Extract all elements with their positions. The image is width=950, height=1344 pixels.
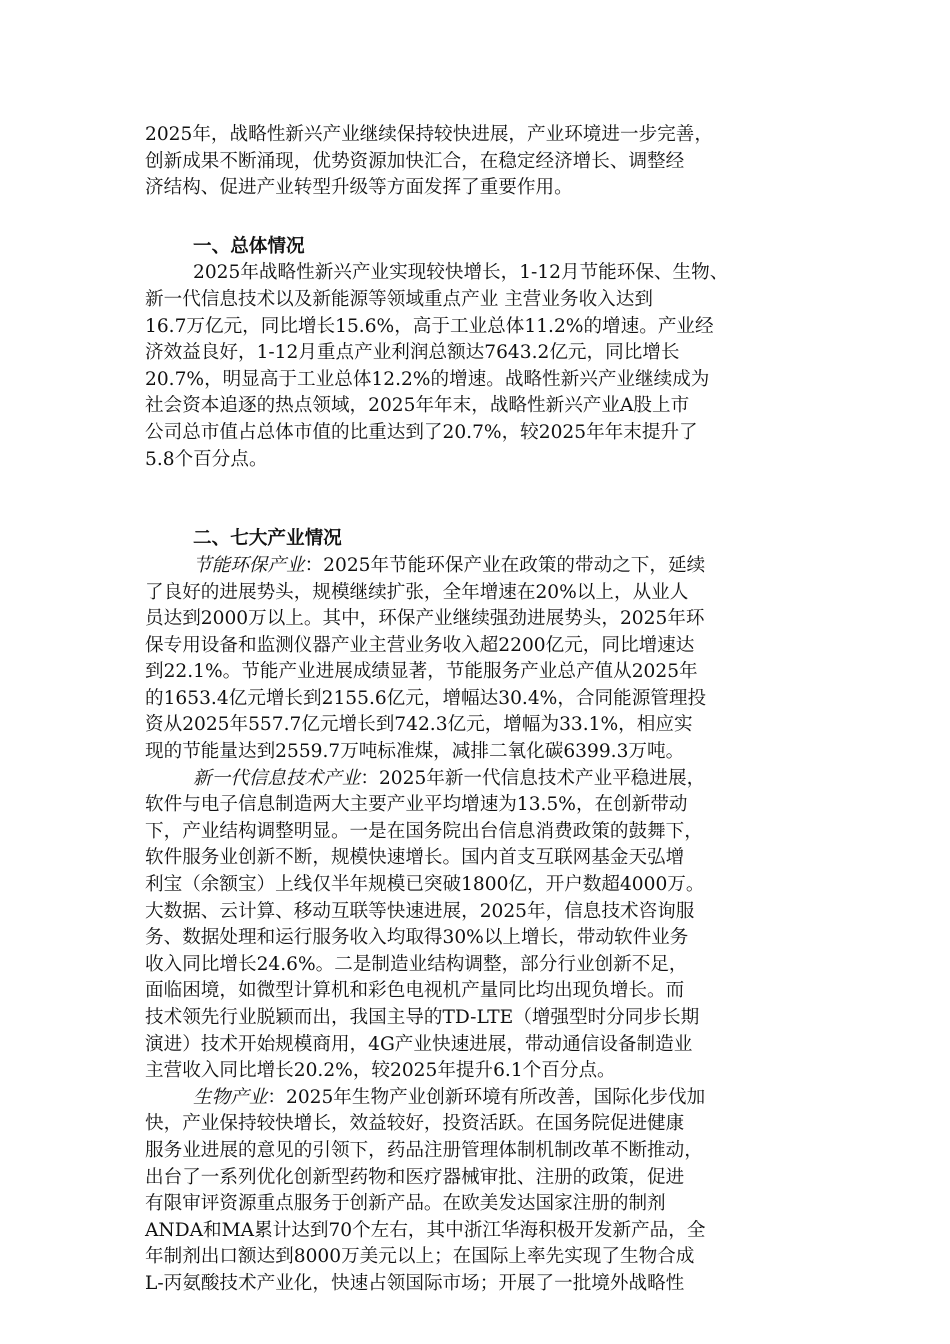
text-line: 16.7万亿元，同比增长15.6%，高于工业总体11.2%的增速。产业经: [145, 315, 714, 337]
bio-industry-paragraph: [145, 1085, 810, 1298]
text-line: 技术领先行业脱颖而出，我国主导的TD-LTE（增强型时分同步长期: [145, 1007, 700, 1028]
text-line: 员达到2000万以上。其中，环保产业继续强劲进展势头，2025年环: [145, 608, 705, 630]
text-line: 收入同比增长24.6%。二是制造业结构调整，部分行业创新不足，: [145, 953, 688, 975]
text-line: ANDA和MA累计达到70个左右，其中浙江华海积极开发新产品，全: [145, 1219, 706, 1241]
text-line: [145, 766, 810, 793]
industry-term: 新一代信息技术产业: [193, 767, 361, 789]
text-line: 创新成果不断涌现，优势资源加快汇合，在稳定经济增长、调整经: [145, 150, 685, 172]
text-line: 社会资本追逐的热点领域，2025年年末，战略性新兴产业A股上市: [145, 395, 690, 417]
energy-saving-paragraph: [145, 553, 810, 766]
text-line: 新一代信息技术以及新能源等领域重点产业 主营业务收入达到: [145, 288, 653, 310]
text-line: 演进）技术开始规模商用，4G产业快速进展，带动通信设备制造业: [145, 1033, 693, 1055]
document-page: [145, 122, 810, 1298]
text-line: 2025年战略性新兴产业实现较快增长，1-12月节能环保、生物、: [193, 262, 729, 284]
text-line: 下，产业结构调整明显。一是在国务院出台信息消费政策的鼓舞下，: [145, 820, 703, 842]
text-line: 软件与电子信息制造两大主要产业平均增速为13.5%，在创新带动: [145, 794, 688, 816]
text-line: 到22.1%。节能产业进展成绩显著，节能服务产业总产值从2025年: [145, 661, 698, 683]
text-line: 出台了一系列优化创新型药物和医疗器械审批、注册的政策，促进: [145, 1166, 685, 1188]
text-span: ：2025年生物产业创新环境有所改善，国际化步伐加: [267, 1086, 706, 1108]
text-line: 软件服务业创新不断，规模快速增长。国内首支互联网基金天弘增: [145, 847, 685, 869]
text-span: ：2025年节能环保产业在政策的带动之下，延续: [304, 554, 706, 576]
text-line: 2025年，战略性新兴产业继续保持较快进展，产业环境进一步完善，: [145, 124, 713, 145]
text-line: 服务业进展的意见的引领下，药品注册管理体制机制改革不断推动，: [145, 1139, 703, 1161]
text-line: 保专用设备和监测仪器产业主营业务收入超2200亿元，同比增速达: [145, 634, 695, 656]
text-line: 20.7%，明显高于工业总体12.2%的增速。战略性新兴产业继续成为: [145, 368, 710, 390]
text-line: L-丙氨酸技术产业化，快速占领国际市场；开展了一批境外战略性: [145, 1272, 685, 1294]
it-industry-paragraph: [145, 766, 810, 1085]
text-line: 的1653.4亿元增长到2155.6亿元，增幅达30.4%，合同能源管理投: [145, 687, 707, 709]
text-line: 现的节能量达到2559.7万吨标准煤，减排二氧化碳6399.3万吨。: [145, 741, 685, 763]
text-line: [145, 1085, 810, 1112]
text-line: 主营收入同比增长20.2%，较2025年提升6.1个百分点。: [145, 1060, 616, 1082]
section-heading-overall: 一、总体情况: [193, 235, 305, 257]
text-line: 资从2025年557.7亿元增长到742.3亿元，增幅为33.1%，相应实: [145, 714, 693, 736]
text-line: 济结构、促进产业转型升级等方面发挥了重要作用。: [145, 177, 573, 199]
text-span: ：2025年新一代信息技术产业平稳进展，: [360, 767, 706, 789]
text-line: 大数据、云计算、移动互联等快速进展，2025年，信息技术咨询服: [145, 900, 695, 922]
text-line: [145, 553, 810, 580]
text-line: 了良好的进展势头，规模继续扩张，全年增速在20%以上，从业人: [145, 581, 689, 603]
text-line: 济效益良好，1-12月重点产业利润总额达7643.2亿元，同比增长: [145, 342, 680, 364]
text-line: 年制剂出口额达到8000万美元以上；在国际上率先实现了生物合成: [145, 1246, 695, 1268]
section-heading-seven-industries: 二、七大产业情况: [193, 528, 342, 550]
text-line: 面临困境，如微型计算机和彩色电视机产量同比均出现负增长。而: [145, 980, 685, 1002]
text-line: 公司总市值占总体市值的比重达到了20.7%，较2025年年末提升了: [145, 421, 698, 443]
industry-term: 生物产业: [193, 1086, 268, 1108]
text-line: 务、数据处理和运行服务收入均取得30%以上增长，带动软件业务: [145, 927, 689, 949]
industry-term: 节能环保产业: [193, 554, 305, 576]
text-line: 5.8个百分点。: [145, 448, 268, 470]
text-line: 利宝（余额宝）上线仅半年规模已突破1800亿，开户数超4000万。: [145, 874, 705, 896]
text-line: 有限审评资源重点服务于创新产品。在欧美发达国家注册的制剂: [145, 1193, 666, 1215]
text-line: 快，产业保持较快增长，效益较好，投资活跃。在国务院促进健康: [145, 1113, 685, 1135]
overall-paragraph: [145, 260, 810, 473]
intro-paragraph: [145, 122, 810, 202]
